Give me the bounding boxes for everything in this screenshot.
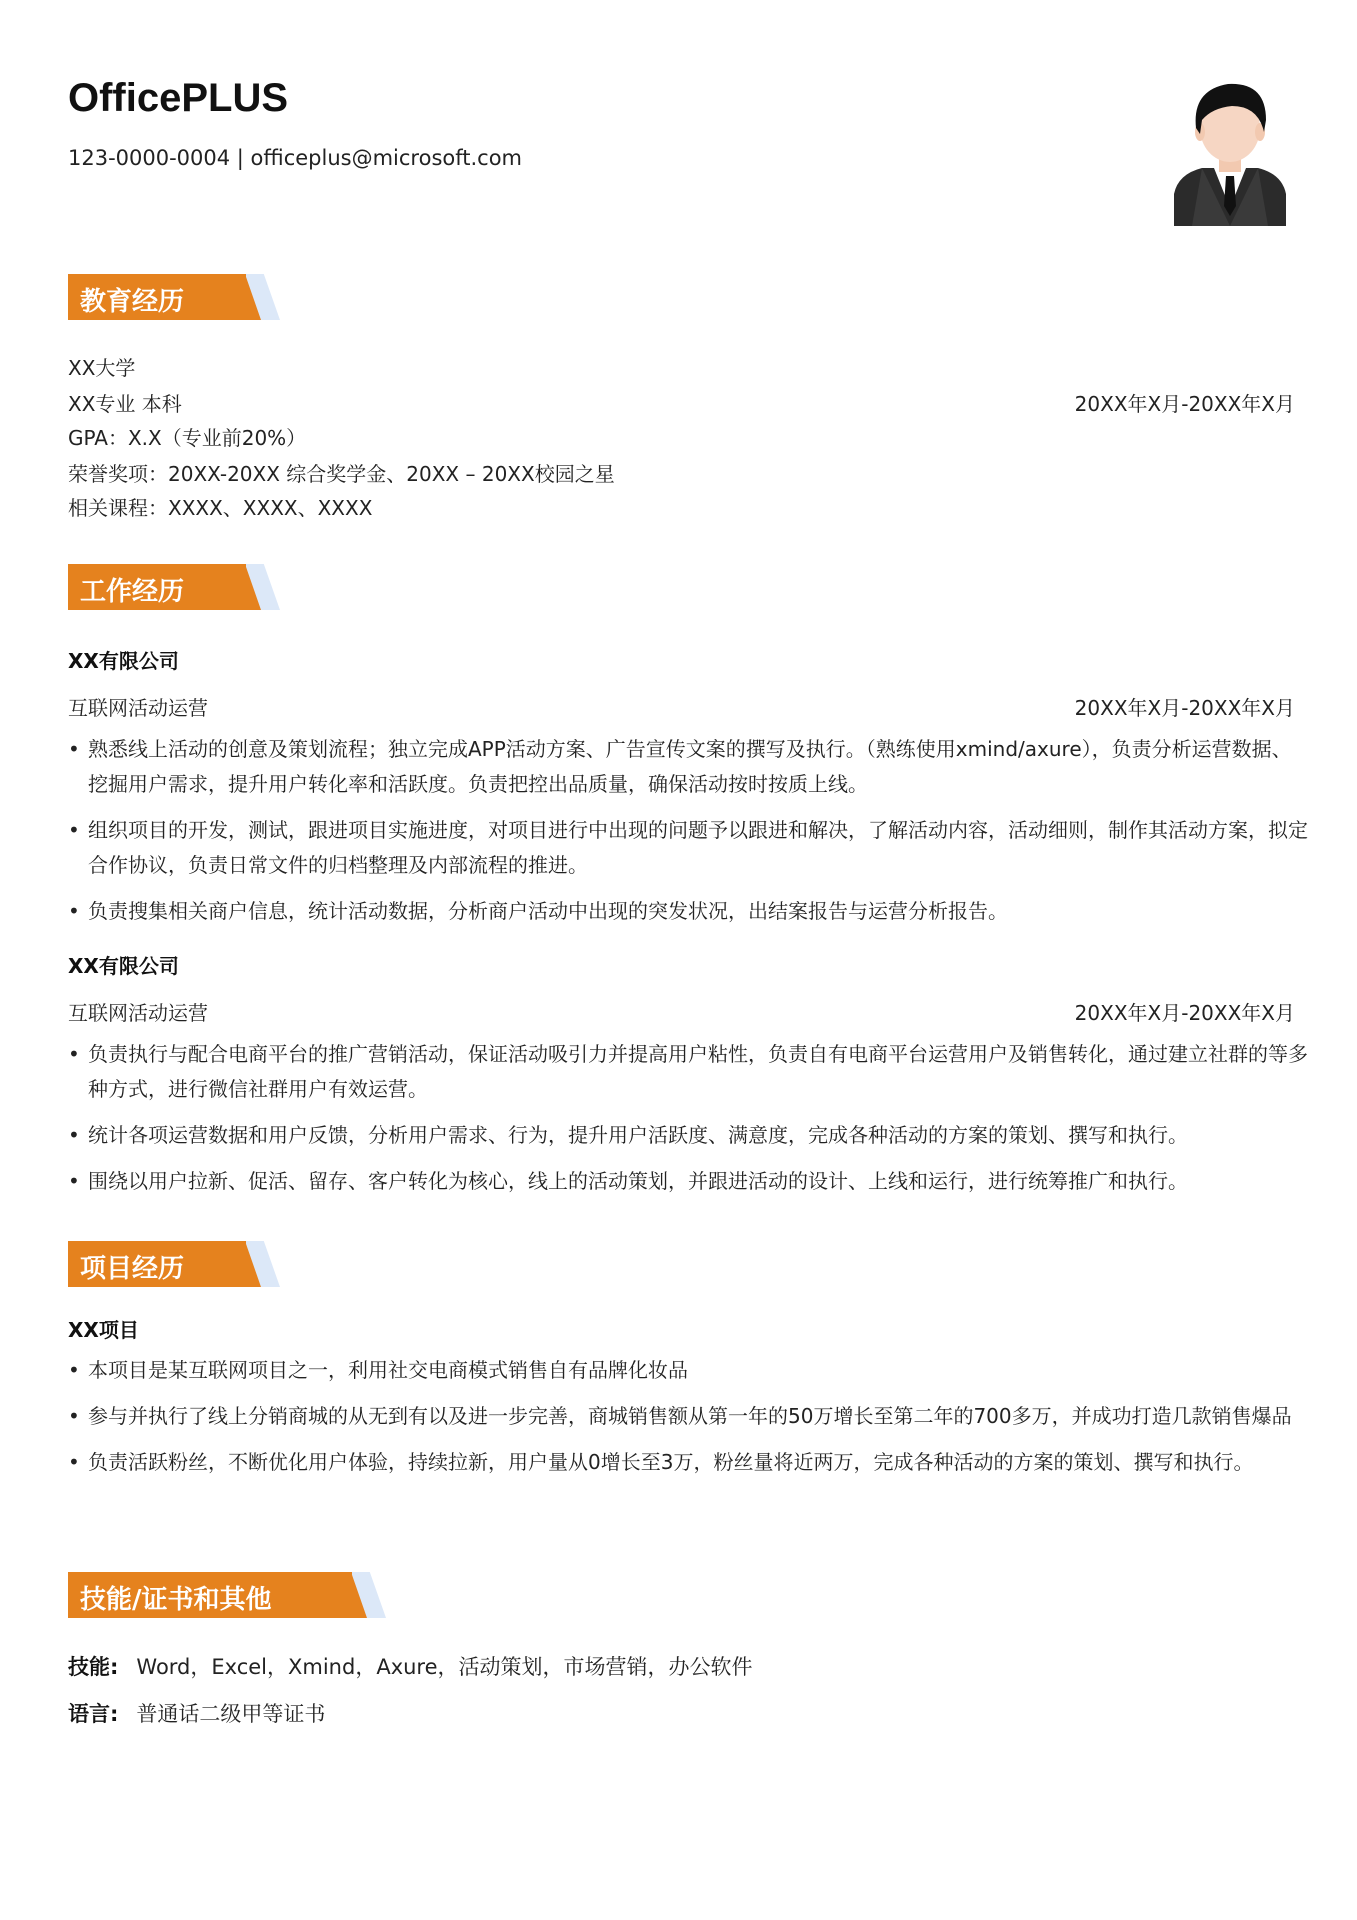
list-item: • 围绕以用户拉新、促活、留存、客户转化为核心，线上的活动策划，并跟进活动的设计、上线和运行，进行统筹推广和执行。 — [68, 1164, 1308, 1199]
list-item: • 熟悉线上活动的创意及策划流程；独立完成APP活动方案、广告宣传文案的撰写及执行。（熟练使用xmind/axure），负责分析运营数据、挖掘用户需求，提升用户转化率和活跃度。负责把控出品质量，确保活动按时按质上线。 — [68, 732, 1308, 802]
section-skills-header — [68, 1572, 388, 1618]
skills-row — [68, 1651, 753, 1681]
education-school: XX大学 — [68, 356, 136, 380]
section-work-header — [68, 564, 288, 610]
project-bullet-list — [68, 1353, 1308, 1491]
contact-info: 123-0000-0004 | officeplus@microsoft.com — [68, 146, 523, 170]
list-item: • 负责搜集相关商户信息，统计活动数据，分析商户活动中出现的突发状况，出结案报告与运营分析报告。 — [68, 894, 1308, 929]
work-company: XX有限公司 — [68, 954, 179, 978]
work-date: 20XX年X月-20XX年X月 — [1074, 696, 1295, 720]
section-title: 工作经历 — [80, 577, 185, 607]
section-project-header — [68, 1241, 288, 1287]
list-item: • 负责执行与配合电商平台的推广营销活动，保证活动吸引力并提高用户粘性，负责自有电商平台运营用户及销售转化，通过建立社群的等多种方式，进行微信社群用户有效运营。 — [68, 1037, 1308, 1107]
work-role: 互联网活动运营 — [68, 1001, 208, 1025]
list-item: • 负责活跃粉丝，不断优化用户体验，持续拉新，用户量从0增长至3万，粉丝量将近两万，完成各种活动的方案的策划、撰写和执行。 — [68, 1445, 1308, 1480]
language-value: 普通话二级甲等证书 — [136, 1702, 326, 1726]
language-row — [68, 1698, 325, 1728]
resume-name: OfficePLUS — [68, 76, 289, 120]
section-title: 教育经历 — [80, 287, 185, 317]
work-role: 互联网活动运营 — [68, 696, 208, 720]
section-title: 技能/证书和其他 — [80, 1585, 272, 1615]
work-bullet-list — [68, 1037, 1308, 1210]
education-date: 20XX年X月-20XX年X月 — [1074, 392, 1295, 416]
education-gpa: GPA：X.X（专业前20%） — [68, 426, 307, 450]
project-name: XX项目 — [68, 1318, 139, 1342]
work-bullet-list — [68, 732, 1308, 940]
list-item: • 统计各项运营数据和用户反馈，分析用户需求、行为，提升用户活跃度、满意度，完成各种活动的方案的策划、撰写和执行。 — [68, 1118, 1308, 1153]
work-date: 20XX年X月-20XX年X月 — [1074, 1001, 1295, 1025]
skills-label: 技能: — [68, 1655, 119, 1679]
section-title: 项目经历 — [80, 1254, 185, 1284]
skills-value: Word，Excel，Xmind，Axure，活动策划，市场营销，办公软件 — [136, 1655, 753, 1679]
section-education-header — [68, 274, 288, 320]
list-item: • 本项目是某互联网项目之一，利用社交电商模式销售自有品牌化妆品 — [68, 1353, 1308, 1388]
education-major: XX专业 本科 — [68, 392, 182, 416]
list-item: • 组织项目的开发，测试，跟进项目实施进度，对项目进行中出现的问题予以跟进和解决，了解活动内容，活动细则，制作其活动方案，拟定合作协议，负责日常文件的归档整理及内部流程的推进。 — [68, 813, 1308, 883]
avatar-icon — [1172, 76, 1288, 226]
list-item: • 参与并执行了线上分销商城的从无到有以及进一步完善，商城销售额从第一年的50万增长至第二年的700多万，并成功打造几款销售爆品 — [68, 1399, 1308, 1434]
education-honors: 荣誉奖项：20XX-20XX 综合奖学金、20XX – 20XX校园之星 — [68, 462, 615, 486]
language-label: 语言: — [68, 1702, 119, 1726]
education-courses: 相关课程：XXXX、XXXX、XXXX — [68, 496, 373, 520]
work-company: XX有限公司 — [68, 649, 179, 673]
